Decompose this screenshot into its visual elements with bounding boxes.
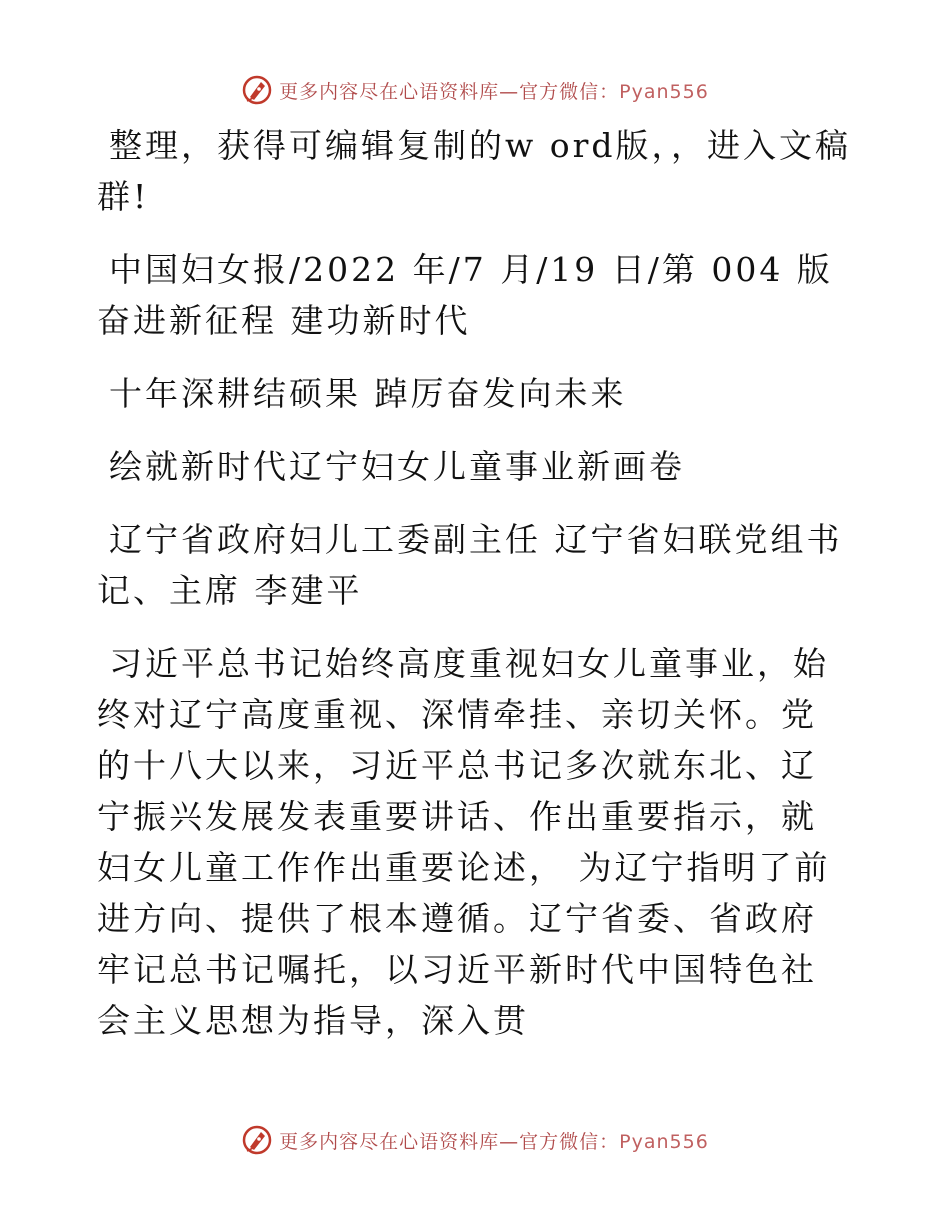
document-body (97, 120, 852, 1046)
paragraph-subheadline: 绘就新时代辽宁妇女儿童事业新画卷 (109, 447, 685, 486)
banner-caption: 更多内容尽在心语资料库—官方微信： (279, 80, 620, 103)
paragraph-author-line: 辽宁省政府妇儿工委副主任 辽宁省妇联党组书记、主席 李建平 (97, 520, 843, 610)
paragraph-source-line: 中国妇女报/2022 年/7 月/19 日/第 004 版奋进新征程 建功新时代 (97, 250, 833, 340)
pen-nib-circle-logo-icon (241, 74, 273, 106)
banner-text (279, 1127, 709, 1154)
header-watermark-banner (0, 70, 950, 110)
banner-caption: 更多内容尽在心语资料库—官方微信： (279, 1130, 620, 1153)
banner-wechat-id: Pyan556 (619, 80, 709, 103)
paragraph-headline: 十年深耕结硕果 踔厉奋发向未来 (109, 374, 627, 413)
paragraph-body: 习近平总书记始终高度重视妇女儿童事业，始终对辽宁高度重视、深情牵挂、亲切关怀。党的十八大以来，习近平总书记多次就东北、辽宁振兴发展发表重要讲话、作出重要指示，就妇女儿童工作作出重要论述， 为辽宁指明了前进方向、提供了根本遵循。辽宁省委、省政府牢记总书记嘱托，以习近平新时代中国特色社会主义思想为指导，深入贯 (97, 644, 831, 1040)
banner-wechat-id: Pyan556 (619, 1130, 709, 1153)
banner-text (279, 77, 709, 104)
pen-nib-circle-logo-icon (241, 1124, 273, 1156)
footer-watermark-banner (0, 1120, 950, 1160)
paragraph-intro: 整理，获得可编辑复制的w ord版，，进入文稿群! (97, 126, 852, 216)
